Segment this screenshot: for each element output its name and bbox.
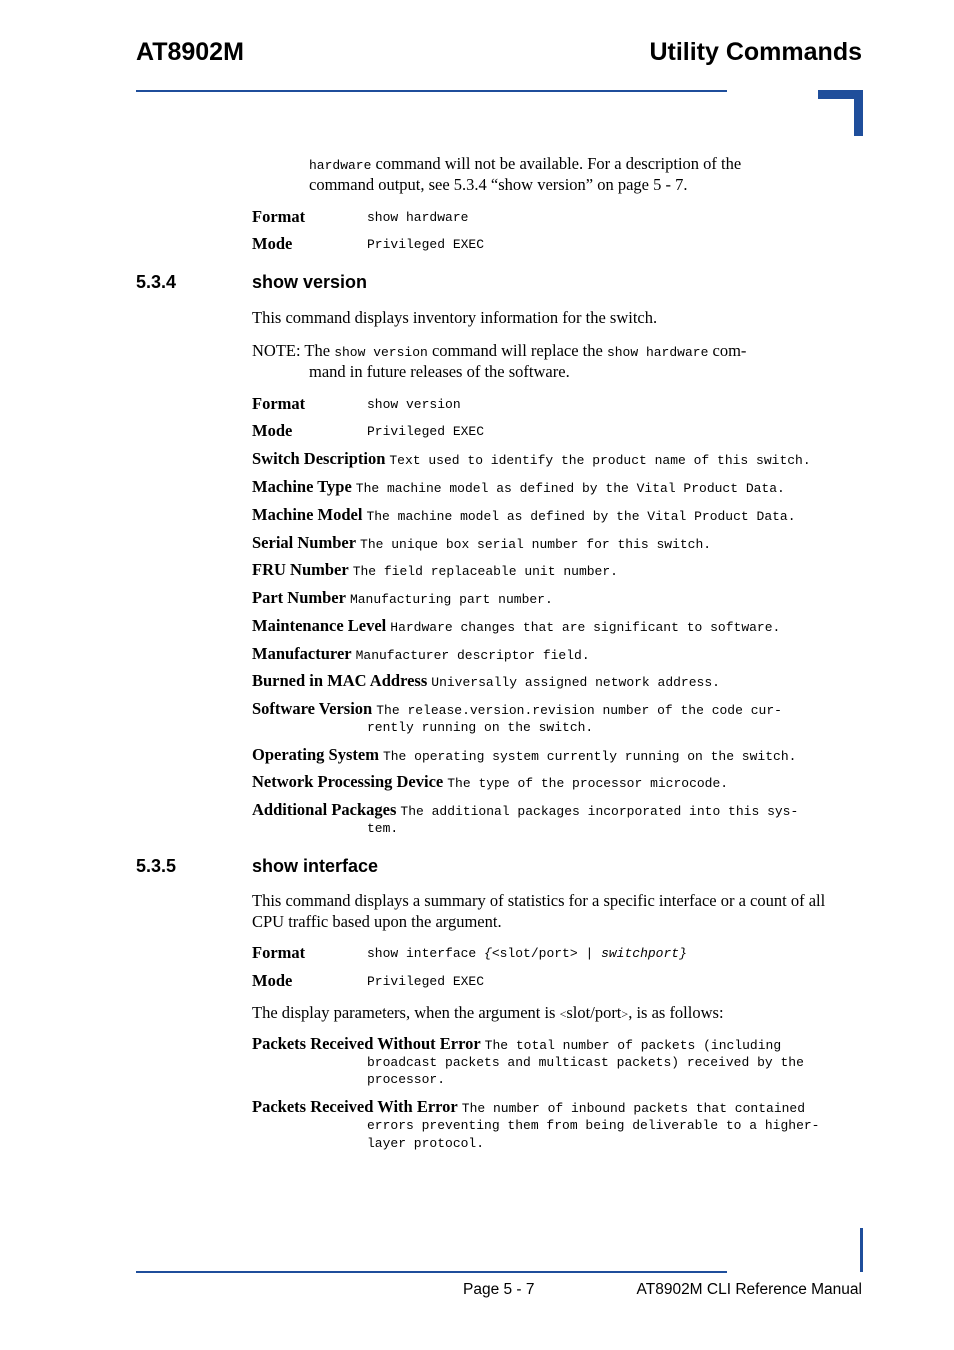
section-number: 5.3.4: [136, 272, 177, 292]
field-entry: Maintenance Level Hardware changes that are significant to software.: [252, 616, 781, 635]
header-title-left: AT8902M: [136, 38, 244, 66]
parameter-entry: Packets Received Without Error The total number of packets (including: [252, 1034, 782, 1053]
mode-value: Privileged EXEC: [367, 237, 485, 252]
format-label: Format: [252, 394, 306, 413]
section-description: This command displays inventory information for the switch.: [252, 308, 658, 327]
mode-value: Privileged EXEC: [367, 974, 485, 989]
field-entry: Switch Description Text used to identify the product name of this switch.: [252, 449, 811, 468]
note-line-1: NOTE: The show version command will replace the show hardware com-: [252, 341, 747, 360]
intro-line-1: hardware command will not be available. For a description of the: [309, 154, 742, 173]
format-label: Format: [252, 207, 306, 226]
parameter-entry-continuation: errors preventing them from being deliverable to a higher-: [367, 1118, 820, 1133]
field-entry: Machine Type The machine model as defined by the Vital Product Data.: [252, 477, 785, 496]
field-entry: Software Version The release.version.revision number of the code cur-: [252, 699, 782, 718]
section-title: show version: [252, 272, 368, 292]
section-description-line-2: CPU traffic based upon the argument.: [252, 912, 502, 931]
parameter-entry-continuation: broadcast packets and multicast packets) received by the: [367, 1055, 804, 1070]
field-entry-continuation: tem.: [367, 821, 399, 836]
intro-line-2: command output, see 5.3.4 “show version” on page 5 - 7.: [309, 175, 688, 194]
footer-page-number: Page 5 - 7: [463, 1281, 535, 1298]
parameter-entry: Packets Received With Error The number of inbound packets that contained: [252, 1097, 806, 1116]
header-rule: [136, 90, 727, 92]
section-description-line-1: This command displays a summary of statistics for a specific interface or a count of all: [252, 891, 826, 910]
field-entry: Burned in MAC Address Universally assigned network address.: [252, 671, 720, 690]
mode-value: Privileged EXEC: [367, 424, 485, 439]
field-entry: Serial Number The unique box serial number for this switch.: [252, 533, 712, 552]
format-label: Format: [252, 943, 306, 962]
mode-label: Mode: [252, 234, 293, 253]
section-title: show interface: [252, 856, 379, 876]
mode-label: Mode: [252, 971, 293, 990]
field-entry: Machine Model The machine model as defined by the Vital Product Data.: [252, 505, 796, 524]
field-entry: Network Processing Device The type of the processor microcode.: [252, 772, 729, 791]
field-entry: Operating System The operating system currently running on the switch.: [252, 745, 797, 764]
parameter-entry-continuation: processor.: [367, 1072, 446, 1087]
section-number: 5.3.5: [136, 856, 177, 876]
field-entry: FRU Number The field replaceable unit number.: [252, 560, 618, 579]
format-value: show hardware: [367, 210, 469, 225]
format-value: show version: [367, 397, 461, 412]
parameters-intro: The display parameters, when the argument is <slot/port>, is as follows:: [252, 1003, 724, 1022]
field-entry: Part Number Manufacturing part number.: [252, 588, 553, 607]
footer-rule: [136, 1271, 727, 1273]
note-line-2: mand in future releases of the software.: [309, 362, 570, 381]
field-entry: Manufacturer Manufacturer descriptor field.: [252, 644, 590, 663]
footer-manual-title: AT8902M CLI Reference Manual: [636, 1281, 862, 1298]
mode-label: Mode: [252, 421, 293, 440]
parameter-entry-continuation: layer protocol.: [367, 1136, 485, 1151]
corner-mark-bottom: [860, 1228, 863, 1272]
format-value: show interface {<slot/port> | switchport}: [367, 946, 687, 961]
corner-mark-top: [818, 90, 863, 136]
field-entry-continuation: rently running on the switch.: [367, 720, 594, 735]
field-entry: Additional Packages The additional packages incorporated into this sys-: [252, 800, 799, 819]
header-title-right: Utility Commands: [649, 38, 862, 66]
